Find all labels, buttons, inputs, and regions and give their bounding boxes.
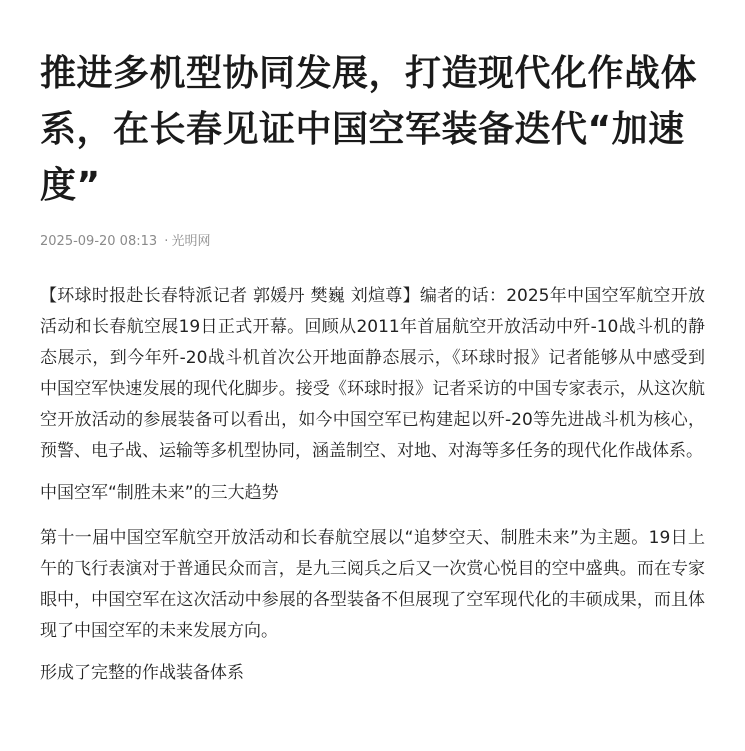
- article-body: [40, 281, 705, 689]
- meta-separator: ·: [164, 234, 169, 249]
- source-link[interactable]: 光明网: [171, 234, 211, 249]
- lead-paragraph: 【环球时报赴长春特派记者 郭媛丹 樊巍 刘煊尊】编者的话：2025年中国空军航空开放活动和长春航空展19日正式开幕。回顾从2011年首届航空开放活动中歼-10战斗机的静态展示，到今年歼-20战斗机首次公开地面静态展示，《环球时报》记者能够从中感受到中国空军快速发展的现代化脚步。接受《环球时报》记者采访的中国专家表示，从这次航空开放活动的参展装备可以看出，如今中国空军已构建起以歼-20等先进战斗机为核心，预警、电子战、运输等多机型协同，涵盖制空、对地、对海等多任务的现代化作战体系。: [40, 286, 705, 461]
- body-paragraph: 第十一届中国空军航空开放活动和长春航空展以“追梦空天、制胜未来”为主题。19日上午的飞行表演对于普通民众而言，是九三阅兵之后又一次赏心悦目的空中盛典。而在专家眼中，中国空军在这次活动中参展的各型装备不但展现了空军现代化的丰硕成果，而且体现了中国空军的未来发展方向。: [40, 528, 705, 641]
- article-title: 推进多机型协同发展，打造现代化作战体系，在长春见证中国空军装备迭代“加速度”: [40, 53, 698, 206]
- section-heading: 形成了完整的作战装备体系: [40, 663, 244, 683]
- publish-date: 2025-09-20 08:13: [40, 234, 158, 249]
- article-meta: [40, 232, 705, 252]
- section-heading: 中国空军“制胜未来”的三大趋势: [40, 483, 279, 503]
